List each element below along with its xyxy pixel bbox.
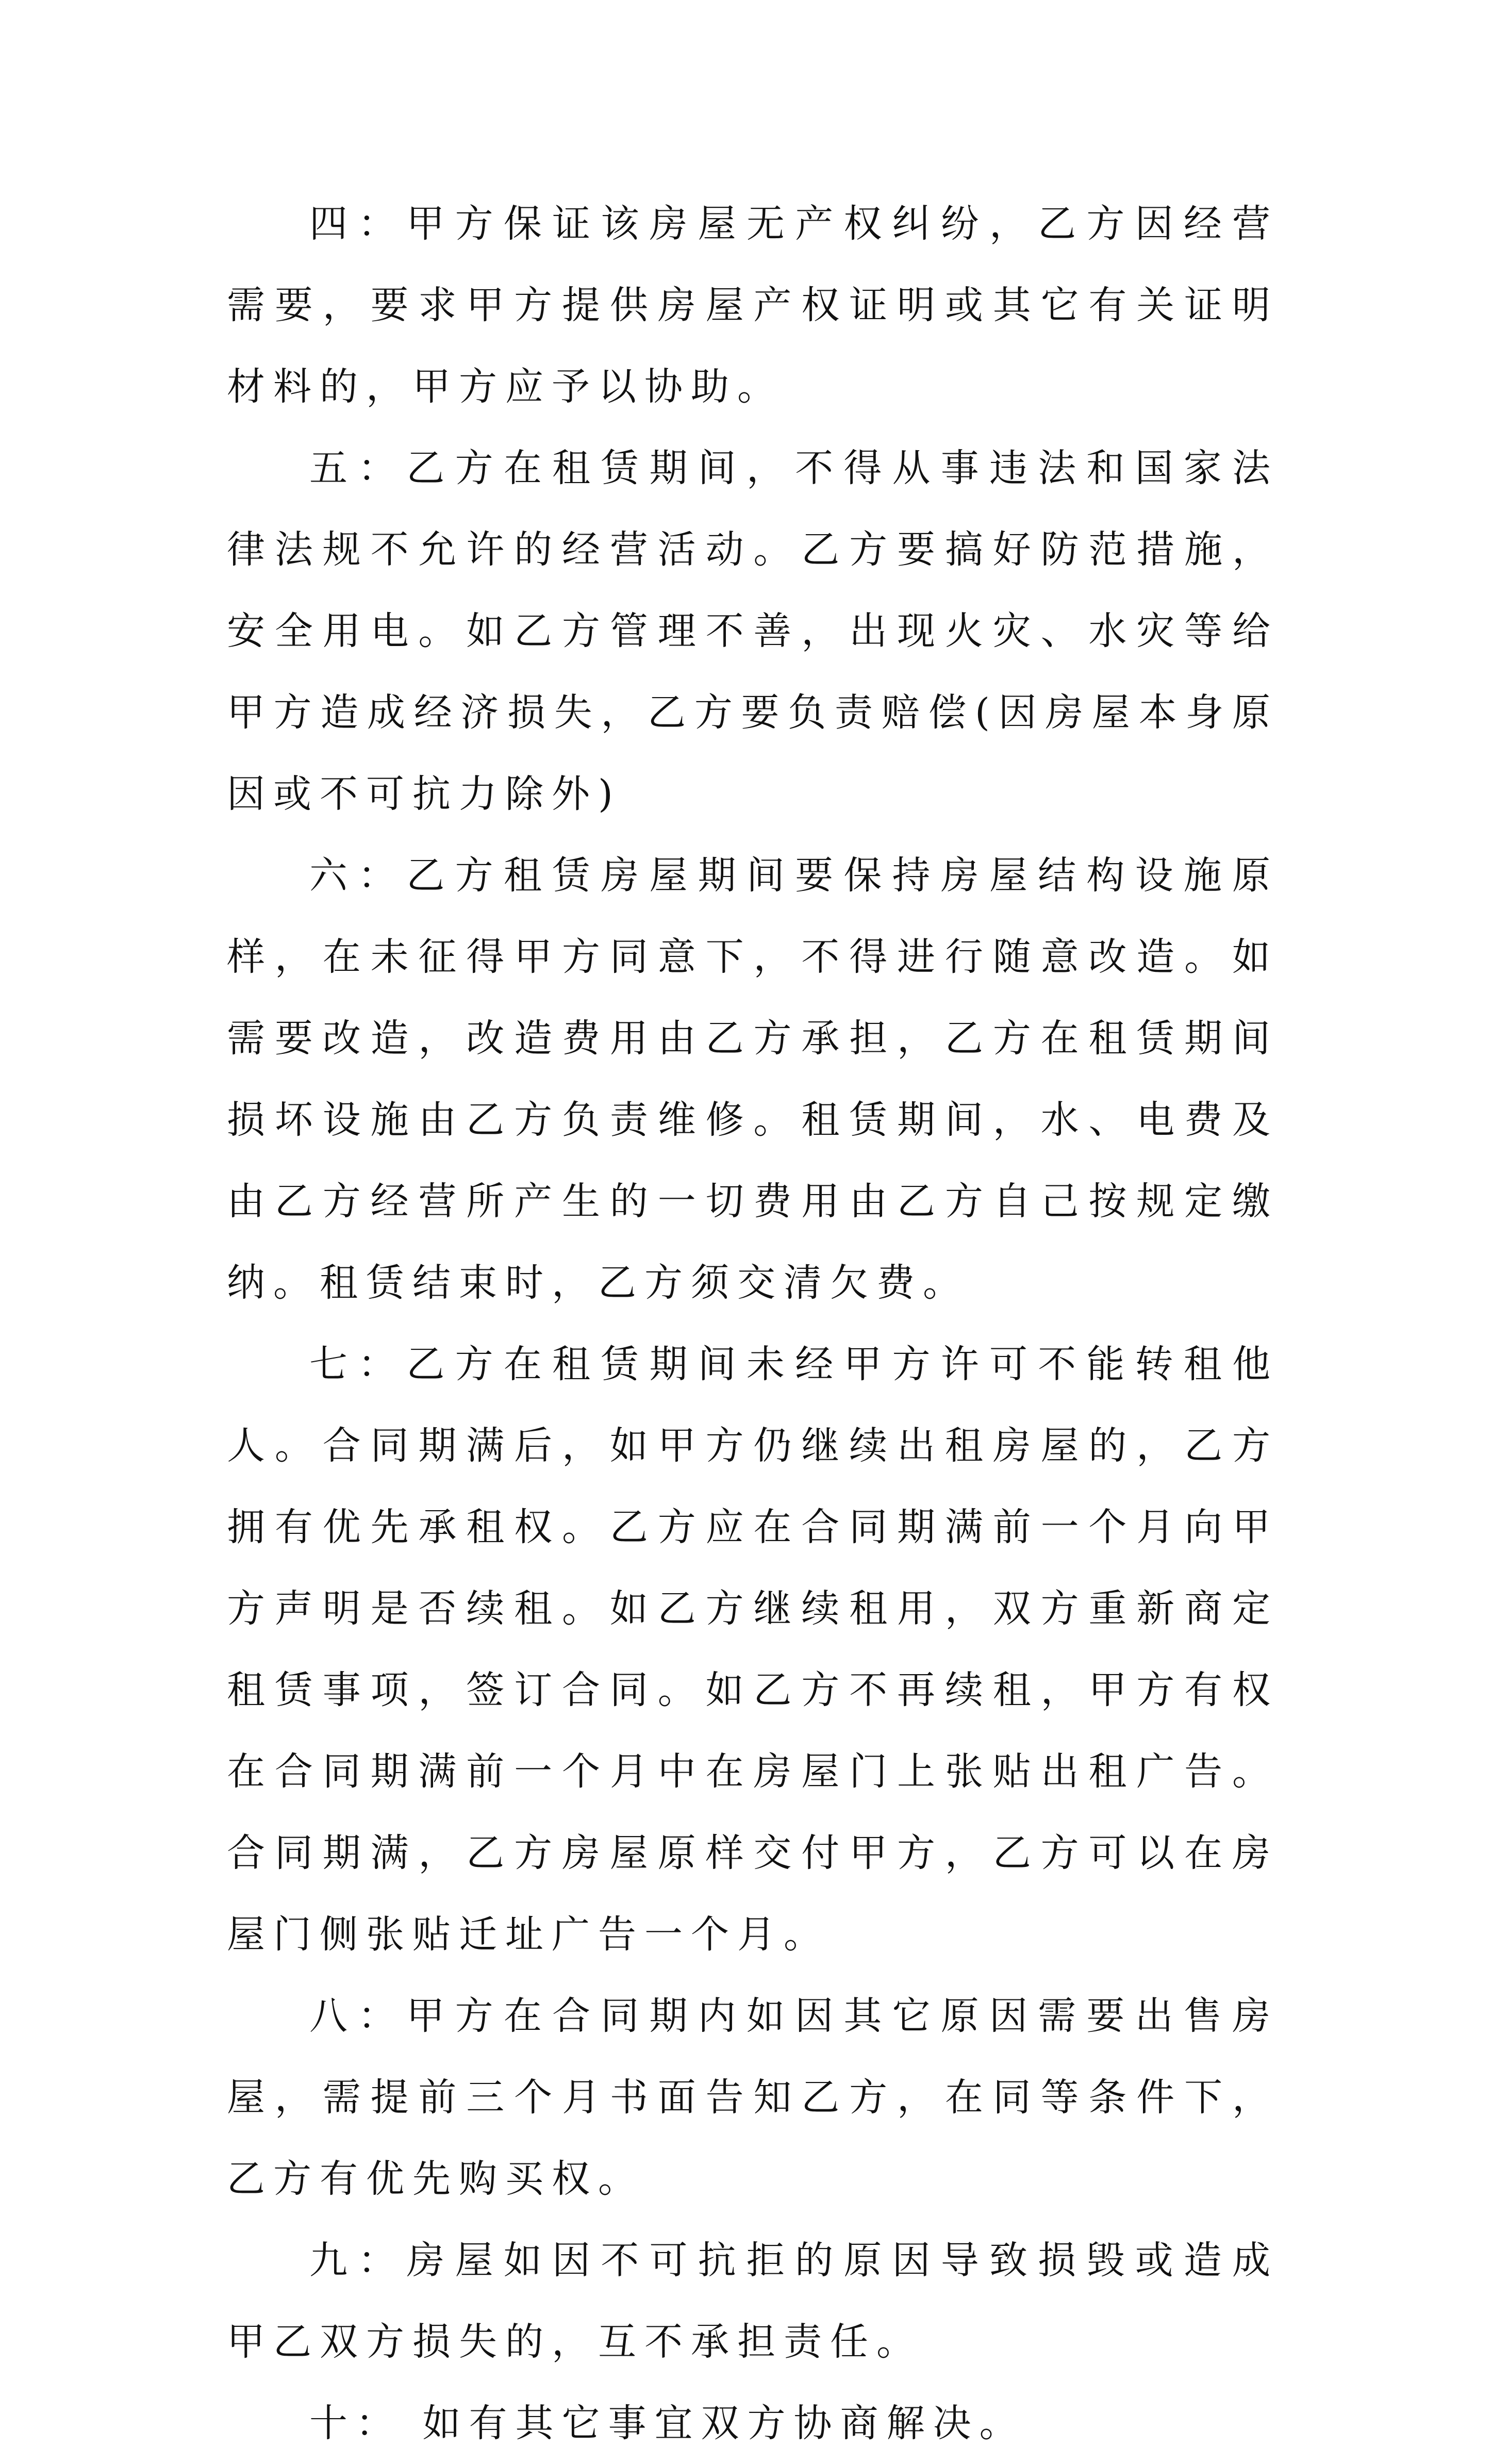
clause-5-text: 乙方在租赁期间，不得从事违法和国家法律法规不允许的经营活动。乙方要搞好防范措施，安全用电。如乙方管理不善，出现火灾、水灾等给甲方造成经济损失，乙方要负责赔偿(因房屋本身原因或不可抗力除外) (227, 446, 1279, 816)
clause-8 (227, 1975, 1279, 2220)
clause-8-number: 八： (309, 1994, 407, 2038)
clause-6 (227, 835, 1279, 1324)
clause-6-text: 乙方租赁房屋期间要保持房屋结构设施原样，在未征得甲方同意下，不得进行随意改造。如需要改造，改造费用由乙方承担，乙方在租赁期间损坏设施由乙方负责维修。租赁期间，水、电费及由乙方经营所产生的一切费用由乙方自己按规定缴纳。租赁结束时，乙方须交清欠费。 (227, 853, 1279, 1305)
clause-5 (227, 427, 1279, 835)
clause-7-text: 乙方在租赁期间未经甲方许可不能转租他人。合同期满后，如甲方仍继续出租房屋的，乙方拥有优先承租权。乙方应在合同期满前一个月向甲方声明是否续租。如乙方继续租用，双方重新商定租赁事项，签订合同。如乙方不再续租，甲方有权在合同期满前一个月中在房屋门上张贴出租广告。合同期满，乙方房屋原样交付甲方，乙方可以在房屋门侧张贴迁址广告一个月。 (227, 1342, 1279, 1957)
clause-9-text: 房屋如因不可抗拒的原因导致损毁或造成甲乙双方损失的，互不承担责任。 (227, 2238, 1279, 2364)
clause-7-number: 七： (309, 1342, 407, 1386)
clause-10 (227, 2383, 1279, 2464)
contract-body (227, 183, 1279, 2464)
clause-10-text: 如有其它事宜双方协商解决。 (402, 2401, 1026, 2445)
clause-6-number: 六： (309, 853, 407, 898)
clause-4-text: 甲方保证该房屋无产权纠纷，乙方因经营需要，要求甲方提供房屋产权证明或其它有关证明材料的，甲方应予以协助。 (227, 202, 1279, 409)
clause-9-number: 九： (309, 2238, 407, 2283)
clause-10-number: 十： (309, 2401, 402, 2445)
clause-7 (227, 1324, 1279, 1975)
clause-4 (227, 183, 1279, 427)
clause-8-text: 甲方在合同期内如因其它原因需要出售房屋，需提前三个月书面告知乙方，在同等条件下，乙方有优先购买权。 (227, 1994, 1279, 2201)
clause-9 (227, 2220, 1279, 2383)
clause-4-number: 四： (309, 202, 407, 246)
clause-5-number: 五： (309, 446, 407, 490)
